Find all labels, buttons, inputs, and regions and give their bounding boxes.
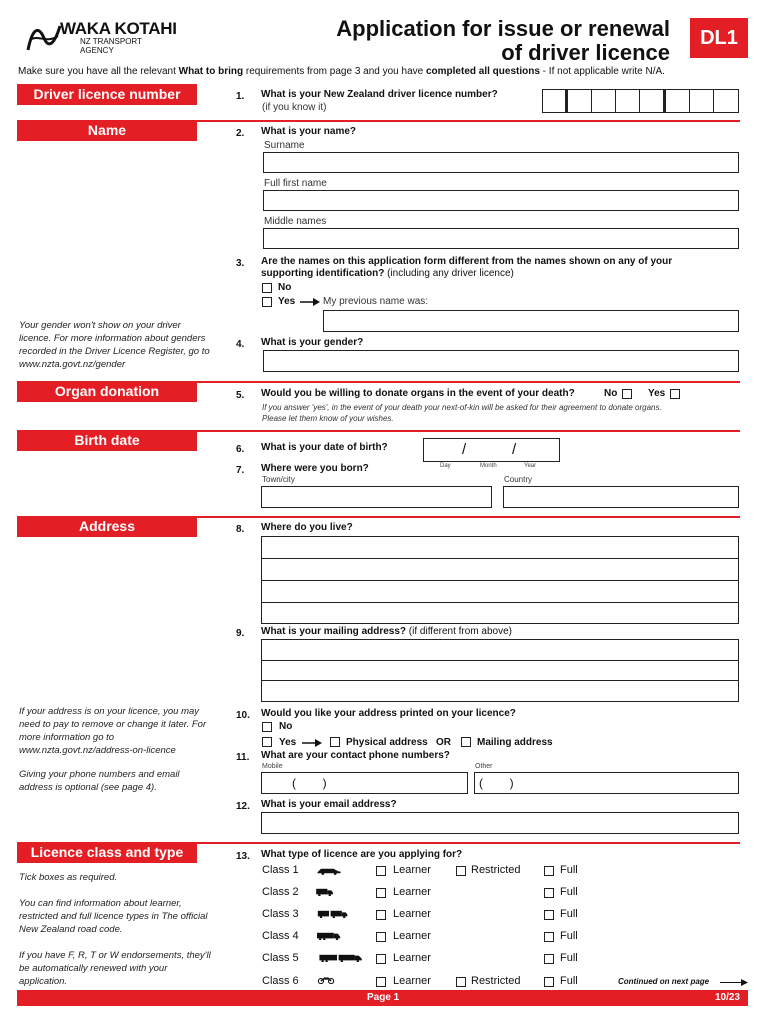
truck-icon — [314, 888, 336, 896]
class-note2: You can find information about learner, restricted and full licence types in The official New Zealand road code. — [19, 898, 208, 935]
other-label: Other — [475, 763, 493, 770]
q1-number: 1. — [236, 91, 245, 102]
physical-address-label: Physical address — [346, 737, 428, 748]
intro-bold2: completed all questions — [425, 66, 540, 77]
intro-bold1: What to bring — [178, 66, 244, 77]
class4-full-checkbox[interactable] — [544, 932, 554, 942]
date-slash-1: / — [462, 441, 467, 458]
section-licence-class: Licence class and type — [17, 842, 197, 863]
q12-number: 12. — [236, 801, 250, 812]
q2-number: 2. — [236, 128, 245, 139]
birth-date-field[interactable] — [423, 438, 560, 462]
continued-note: Continued on next page — [618, 977, 710, 986]
section-address: Address — [17, 516, 197, 537]
q6-text: What is your date of birth? — [261, 442, 388, 453]
intro-part3: - If not applicable write N/A. — [539, 66, 665, 77]
q3-yes-checkbox[interactable] — [262, 297, 272, 307]
gender-field[interactable] — [263, 350, 739, 372]
q3-text1: Are the names on this application form different from the names shown on any of your — [261, 256, 673, 267]
address-note1: If your address is on your licence, you may need to pay to remove or change it later. For more information go to www.nzta.govt.nz/address-on-licence — [19, 706, 207, 756]
arrow-right-icon — [720, 979, 748, 986]
section-birth: Birth date — [17, 430, 197, 451]
class3-full-label: Full — [560, 908, 578, 920]
q3-text2 — [261, 268, 514, 279]
class1-learner-checkbox[interactable] — [376, 866, 386, 876]
q2-text: What is your name? — [261, 126, 357, 137]
q10-text: Would you like your address printed on your licence? — [261, 708, 516, 719]
class4-learner-label: Learner — [393, 930, 431, 942]
mobile-phone-field[interactable] — [261, 772, 468, 794]
address-note2: Giving your phone numbers and email address is optional (see page 4). — [19, 769, 180, 793]
gender-note: Your gender won't show on your driver licence. For more information about genders recorded in the Driver Licence Register, go to www.nzta.govt.nz/gender — [19, 320, 210, 370]
class6-learner-label: Learner — [393, 975, 431, 987]
day-label: Day — [440, 463, 451, 469]
middle-names-label: Middle names — [264, 216, 327, 227]
logo-sub2: AGENCY — [80, 46, 114, 55]
q3-no-checkbox[interactable] — [262, 283, 272, 293]
class6-restricted-checkbox[interactable] — [456, 977, 466, 987]
first-name-field[interactable] — [263, 190, 739, 211]
q9-text-sub: (if different from above) — [406, 626, 513, 637]
first-name-label: Full first name — [264, 178, 327, 189]
q9-text — [261, 626, 512, 637]
intro-text — [18, 66, 665, 77]
class4-learner-checkbox[interactable] — [376, 932, 386, 942]
page-title-line1: Application for issue or renewal — [336, 16, 670, 41]
footer-bar — [17, 990, 748, 1006]
country-label: Country — [504, 475, 533, 484]
class-note1: Tick boxes as required. — [19, 872, 118, 883]
q4-text: What is your gender? — [261, 337, 364, 348]
q13-text: What type of licence are you applying for? — [261, 849, 463, 860]
intro-part1: Make sure you have all the relevant — [18, 66, 179, 77]
mailing-address-checkbox[interactable] — [461, 737, 471, 747]
class6-label: Class 6 — [262, 975, 299, 987]
q8-text: Where do you live? — [261, 522, 353, 533]
mobile-paren: ( ) — [292, 776, 327, 790]
previous-name-field[interactable] — [323, 310, 739, 332]
physical-address-checkbox[interactable] — [330, 737, 340, 747]
q7-text: Where were you born? — [261, 463, 369, 474]
class2-learner-checkbox[interactable] — [376, 888, 386, 898]
q3-yes-label: Yes — [278, 296, 296, 307]
class1-label: Class 1 — [262, 864, 299, 876]
q11-number: 11. — [236, 752, 250, 763]
intro-part2: requirements from page 3 and you have — [243, 66, 426, 77]
q5-no-label: No — [604, 388, 618, 399]
class1-restricted-label: Restricted — [471, 864, 521, 876]
q11-text: What are your contact phone numbers? — [261, 750, 450, 761]
page-number: Page 1 — [367, 992, 400, 1003]
class3-learner-checkbox[interactable] — [376, 910, 386, 920]
birth-town-field[interactable] — [261, 486, 492, 508]
q1-text: What is your New Zealand driver licence number? — [261, 89, 498, 100]
mailing-address-label: Mailing address — [477, 737, 553, 748]
q10-no-label: No — [279, 721, 293, 732]
q5-yes-label: Yes — [648, 388, 666, 399]
q10-yes-label: Yes — [279, 737, 297, 748]
q10-number: 10. — [236, 710, 250, 721]
class1-learner-label: Learner — [393, 864, 431, 876]
q5-note2: Please let them know of your wishes. — [262, 414, 394, 423]
q7-number: 7. — [236, 465, 245, 476]
surname-label: Surname — [264, 140, 305, 151]
class-note3: If you have F, R, T or W endorsements, they'll be automatically renewed with your application. — [19, 950, 211, 987]
q3-no-label: No — [278, 282, 292, 293]
class4-label: Class 4 — [262, 930, 299, 942]
year-label: Year — [524, 463, 537, 469]
form-code-badge — [690, 18, 748, 58]
q5-text: Would you be willing to donate organs in the event of your death? — [261, 388, 575, 399]
q1-sub: (if you know it) — [262, 102, 327, 113]
q9-number: 9. — [236, 628, 245, 639]
class5-learner-checkbox[interactable] — [376, 954, 386, 964]
section-organ: Organ donation — [17, 381, 197, 402]
q5-no-checkbox[interactable] — [622, 389, 632, 399]
q5-yes-checkbox[interactable] — [670, 389, 680, 399]
class4-full-label: Full — [560, 930, 578, 942]
class2-label: Class 2 — [262, 886, 299, 898]
arrow-right-icon — [300, 298, 320, 306]
q6-number: 6. — [236, 444, 245, 455]
class2-full-checkbox[interactable] — [544, 888, 554, 898]
q8-number: 8. — [236, 524, 245, 535]
email-field[interactable] — [261, 812, 739, 834]
q12-text: What is your email address? — [261, 799, 397, 810]
q5-number: 5. — [236, 390, 245, 401]
middle-names-field[interactable] — [263, 228, 739, 249]
class5-full-label: Full — [560, 952, 578, 964]
q10-yes-checkbox[interactable] — [262, 737, 272, 747]
class3-learner-label: Learner — [393, 908, 431, 920]
class5-label: Class 5 — [262, 952, 299, 964]
or-label: OR — [436, 737, 451, 748]
form-code: DL1 — [700, 27, 738, 49]
previous-name-label: My previous name was: — [323, 296, 429, 307]
truck-trailer-icon — [314, 910, 352, 918]
motorcycle-icon — [314, 976, 338, 984]
town-label: Town/city — [262, 475, 295, 484]
q3-text2-bold: supporting identification? — [261, 268, 385, 279]
class2-full-label: Full — [560, 886, 578, 898]
birth-country-field[interactable] — [503, 486, 739, 508]
class6-restricted-label: Restricted — [471, 975, 521, 987]
class2-learner-label: Learner — [393, 886, 431, 898]
logo-name: WAKA KOTAHI — [60, 19, 177, 38]
q3-number: 3. — [236, 258, 245, 269]
class5-full-checkbox[interactable] — [544, 954, 554, 964]
q10-no-checkbox[interactable] — [262, 722, 272, 732]
page-title-line2: of driver licence — [501, 40, 670, 65]
class3-label: Class 3 — [262, 908, 299, 920]
class3-full-checkbox[interactable] — [544, 910, 554, 920]
section-licence-number: Driver licence number — [17, 84, 197, 105]
car-icon — [314, 867, 344, 875]
class6-full-checkbox[interactable] — [544, 977, 554, 987]
heavy-combination-icon — [314, 954, 368, 962]
other-paren: ( ) — [479, 776, 514, 790]
date-slash-2: / — [512, 441, 517, 458]
q4-number: 4. — [236, 339, 245, 350]
section-name: Name — [17, 120, 197, 141]
class6-learner-checkbox[interactable] — [376, 977, 386, 987]
logo-sub1: NZ TRANSPORT — [80, 37, 142, 46]
waka-kotahi-logo-icon — [26, 20, 62, 54]
q9-text-bold: What is your mailing address? — [261, 626, 407, 637]
other-phone-field[interactable] — [474, 772, 739, 794]
home-address-field[interactable] — [261, 536, 739, 624]
class1-full-checkbox[interactable] — [544, 866, 554, 876]
licence-number-field[interactable] — [542, 89, 739, 113]
surname-field[interactable] — [263, 152, 739, 173]
q3-text2-sub: (including any driver licence) — [384, 268, 514, 279]
heavy-truck-icon — [314, 932, 344, 940]
q13-number: 13. — [236, 851, 250, 862]
class5-learner-label: Learner — [393, 952, 431, 964]
month-label: Month — [480, 463, 497, 469]
class1-restricted-checkbox[interactable] — [456, 866, 466, 876]
class1-full-label: Full — [560, 864, 578, 876]
q5-note1: If you answer 'yes', in the event of your death your next-of-kin will be asked for their agreement to donate organs. — [262, 403, 662, 412]
arrow-right-icon — [302, 739, 322, 747]
mailing-address-field[interactable] — [261, 639, 739, 702]
mobile-label: Mobile — [262, 763, 283, 770]
version-code: 10/23 — [714, 992, 740, 1003]
class6-full-label: Full — [560, 975, 578, 987]
